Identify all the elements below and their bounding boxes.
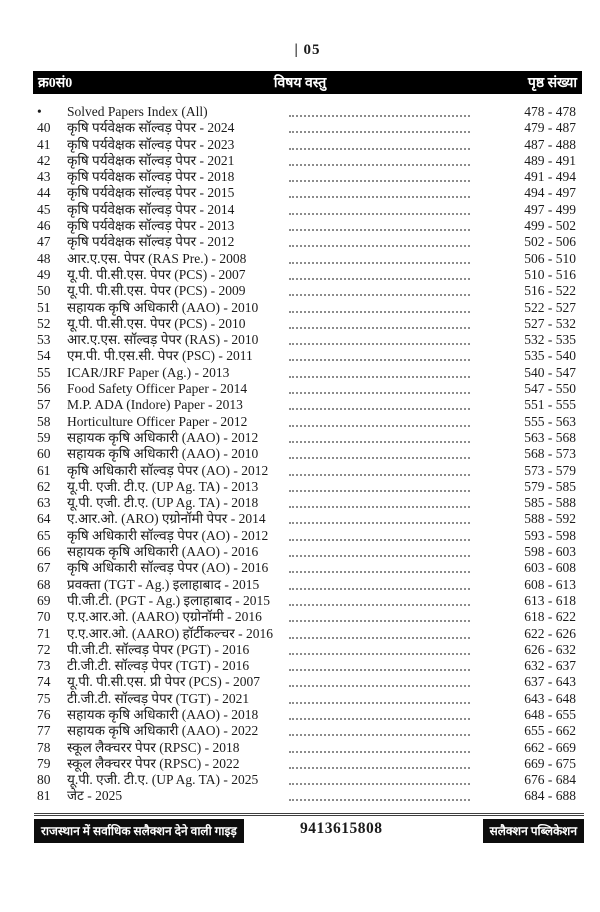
row-title: सहायक कृषि अधिकारी (AAO) - 2016 <box>67 544 259 560</box>
row-title: कृषि अधिकारी सॉल्वड़ पेपर (AO) - 2012 <box>67 527 269 543</box>
table-row <box>0 446 600 462</box>
table-row <box>0 756 600 772</box>
row-title: कृषि पर्यवेक्षक सॉल्वड़ पेपर - 2018 <box>67 169 235 185</box>
dotted-leader <box>289 120 470 133</box>
row-title: कृषि अधिकारी सॉल्वड़ पेपर (AO) - 2012 <box>67 462 269 478</box>
row-serial: 62 <box>37 478 51 494</box>
table-row <box>0 430 600 446</box>
dotted-leader <box>289 577 470 590</box>
row-pages: 637 - 643 <box>524 674 576 690</box>
row-title: यू.पी. एजी. टी.ए. (UP Ag. TA) - 2018 <box>67 495 259 511</box>
row-title: ए.ए.आर.ओ. (AARO) हॉर्टीकल्चर - 2016 <box>67 625 273 641</box>
row-title: कृषि पर्यवेक्षक सॉल्वड़ पेपर - 2014 <box>67 201 235 217</box>
dotted-leader <box>289 332 470 345</box>
row-serial: 66 <box>37 544 51 560</box>
row-title: सहायक कृषि अधिकारी (AAO) - 2018 <box>67 706 259 722</box>
row-pages: 608 - 613 <box>524 576 576 592</box>
dotted-leader <box>289 104 470 117</box>
dotted-leader <box>289 218 470 231</box>
row-serial: 64 <box>37 511 51 527</box>
dotted-leader <box>289 707 470 720</box>
row-serial: 79 <box>37 755 51 771</box>
row-pages: 478 - 478 <box>524 104 576 119</box>
row-serial: 40 <box>37 120 51 136</box>
dotted-leader <box>289 609 470 622</box>
row-title: स्कूल लैक्चरर पेपर (RPSC) - 2022 <box>67 755 240 771</box>
row-serial: 41 <box>37 136 51 152</box>
row-pages: 579 - 585 <box>524 478 576 494</box>
row-pages: 648 - 655 <box>524 706 576 722</box>
row-serial: 56 <box>37 381 51 397</box>
row-title: आर.ए.एस. सॉल्वड़ पेपर (RAS) - 2010 <box>67 332 259 348</box>
dotted-leader <box>289 202 470 215</box>
row-title: सहायक कृषि अधिकारी (AAO) - 2012 <box>67 429 259 445</box>
row-title: आर.ए.एस. पेपर (RAS Pre.) - 2008 <box>67 250 247 266</box>
row-pages: 603 - 608 <box>524 560 576 576</box>
row-title: Solved Papers Index (All) <box>67 104 208 119</box>
row-pages: 489 - 491 <box>524 152 576 168</box>
dotted-leader <box>289 316 470 329</box>
table-row <box>0 153 600 169</box>
table-row <box>0 463 600 479</box>
row-title: ए.आर.ओ. (ARO) एग्रोनॉमी पेपर - 2014 <box>67 511 266 527</box>
row-title: पी.जी.टी. (PGT - Ag.) इलाहाबाद - 2015 <box>67 592 271 608</box>
row-pages: 655 - 662 <box>524 723 576 739</box>
row-title: यू.पी. पी.सी.एस. पेपर (PCS) - 2009 <box>67 283 246 299</box>
dotted-leader <box>289 495 470 508</box>
footer-right-badge: सलैक्शन पब्लिकेशन <box>483 819 584 843</box>
dotted-leader <box>289 756 470 769</box>
dotted-leader <box>289 381 470 394</box>
row-pages: 522 - 527 <box>524 299 576 315</box>
row-title: टी.जी.टी. सॉल्वड़ पेपर (TGT) - 2016 <box>67 658 250 674</box>
dotted-leader <box>289 414 470 427</box>
dotted-leader <box>289 723 470 736</box>
row-serial: 57 <box>37 397 51 413</box>
header-subject-label: विषय वस्तु <box>273 76 327 91</box>
table-row <box>0 528 600 544</box>
row-pages: 598 - 603 <box>524 544 576 560</box>
row-pages: 497 - 499 <box>524 201 576 217</box>
row-pages: 506 - 510 <box>524 250 576 266</box>
row-serial: 47 <box>37 234 51 250</box>
row-serial: 49 <box>37 266 51 282</box>
row-serial: 69 <box>37 592 51 608</box>
toc-rows <box>0 104 600 805</box>
row-serial: 42 <box>37 152 51 168</box>
row-pages: 551 - 555 <box>524 397 576 413</box>
row-title: एम.पी. पी.एस.सी. पेपर (PSC) - 2011 <box>67 348 253 364</box>
dotted-leader <box>289 283 470 296</box>
table-row <box>0 495 600 511</box>
table-row <box>0 202 600 218</box>
row-pages: 626 - 632 <box>524 641 576 657</box>
table-row <box>0 642 600 658</box>
row-title: यू.पी. एजी. टी.ए. (UP Ag. TA) - 2013 <box>67 478 259 494</box>
row-serial: 68 <box>37 576 51 592</box>
row-title: यू.पी. पी.सी.एस. प्री पेपर (PCS) - 2007 <box>67 674 261 690</box>
dotted-leader <box>289 788 470 801</box>
row-title: स्कूल लैक्चरर पेपर (RPSC) - 2018 <box>67 739 240 755</box>
row-serial: 54 <box>37 348 51 364</box>
dotted-leader <box>289 251 470 264</box>
row-serial: 74 <box>37 674 51 690</box>
row-title: प्रवक्ता (TGT - Ag.) इलाहाबाद - 2015 <box>67 576 260 592</box>
row-title: Horticulture Officer Paper - 2012 <box>67 413 248 429</box>
row-pages: 643 - 648 <box>524 690 576 706</box>
table-row <box>0 283 600 299</box>
row-pages: 613 - 618 <box>524 592 576 608</box>
row-title: Food Safety Officer Paper - 2014 <box>67 381 248 397</box>
row-pages: 527 - 532 <box>524 315 576 331</box>
row-serial: 80 <box>37 772 51 788</box>
row-pages: 632 - 637 <box>524 658 576 674</box>
row-serial: 63 <box>37 495 51 511</box>
row-title: कृषि पर्यवेक्षक सॉल्वड़ पेपर - 2015 <box>67 185 235 201</box>
table-row <box>0 234 600 250</box>
row-title: सहायक कृषि अधिकारी (AAO) - 2010 <box>67 299 259 315</box>
table-row <box>0 414 600 430</box>
row-serial: 44 <box>37 185 51 201</box>
row-serial: 61 <box>37 462 51 478</box>
row-title: सहायक कृषि अधिकारी (AAO) - 2022 <box>67 723 259 739</box>
dotted-leader <box>289 593 470 606</box>
row-serial: 78 <box>37 739 51 755</box>
table-row <box>0 332 600 348</box>
table-row <box>0 740 600 756</box>
footer-rule <box>34 813 584 816</box>
dotted-leader <box>289 169 470 182</box>
dotted-leader <box>289 300 470 313</box>
dotted-leader <box>289 691 470 704</box>
row-title: जेट - 2025 <box>67 788 123 804</box>
row-pages: 568 - 573 <box>524 446 576 462</box>
row-title: M.P. ADA (Indore) Paper - 2013 <box>67 397 243 413</box>
table-row <box>0 609 600 625</box>
row-serial: 81 <box>37 788 51 804</box>
row-title: कृषि अधिकारी सॉल्वड़ पेपर (AO) - 2016 <box>67 560 269 576</box>
table-row <box>0 120 600 136</box>
table-row <box>0 397 600 413</box>
row-serial: 59 <box>37 429 51 445</box>
dotted-leader <box>289 430 470 443</box>
table-row <box>0 365 600 381</box>
row-title: यू.पी. पी.सी.एस. पेपर (PCS) - 2010 <box>67 315 246 331</box>
row-title: सहायक कृषि अधिकारी (AAO) - 2010 <box>67 446 259 462</box>
dotted-leader <box>289 365 470 378</box>
row-pages: 684 - 688 <box>524 788 576 804</box>
row-pages: 573 - 579 <box>524 462 576 478</box>
row-pages: 499 - 502 <box>524 218 576 234</box>
row-pages: 494 - 497 <box>524 185 576 201</box>
dotted-leader <box>289 185 470 198</box>
row-pages: 588 - 592 <box>524 511 576 527</box>
row-serial: 45 <box>37 201 51 217</box>
dotted-leader <box>289 642 470 655</box>
toc-header-bar <box>33 71 582 94</box>
row-title: यू.पी. एजी. टी.ए. (UP Ag. TA) - 2025 <box>67 772 259 788</box>
table-row <box>0 772 600 788</box>
dotted-leader <box>289 511 470 524</box>
table-row <box>0 658 600 674</box>
header-serial-label: क्र0सं0 <box>38 76 73 91</box>
table-row <box>0 544 600 560</box>
row-serial: 75 <box>37 690 51 706</box>
row-serial: 52 <box>37 315 51 331</box>
row-title: पी.जी.टी. सॉल्वड़ पेपर (PGT) - 2016 <box>67 641 250 657</box>
table-row <box>0 691 600 707</box>
table-row <box>0 593 600 609</box>
table-row <box>0 300 600 316</box>
dotted-leader <box>289 463 470 476</box>
row-pages: 676 - 684 <box>524 772 576 788</box>
table-row <box>0 137 600 153</box>
table-row <box>0 169 600 185</box>
row-title: कृषि पर्यवेक्षक सॉल्वड़ पेपर - 2021 <box>67 152 235 168</box>
row-pages: 618 - 622 <box>524 609 576 625</box>
dotted-leader <box>289 772 470 785</box>
dotted-leader <box>289 740 470 753</box>
dotted-leader <box>289 153 470 166</box>
row-title: कृषि पर्यवेक्षक सॉल्वड़ पेपर - 2012 <box>67 234 235 250</box>
row-serial: 48 <box>37 250 51 266</box>
table-row <box>0 104 600 120</box>
row-serial: 65 <box>37 527 51 543</box>
table-row <box>0 316 600 332</box>
dotted-leader <box>289 658 470 671</box>
row-pages: 510 - 516 <box>524 266 576 282</box>
row-pages: 585 - 588 <box>524 495 576 511</box>
row-pages: 502 - 506 <box>524 234 576 250</box>
dotted-leader <box>289 137 470 150</box>
row-serial: 77 <box>37 723 51 739</box>
row-pages: 491 - 494 <box>524 169 576 185</box>
table-row <box>0 723 600 739</box>
row-title: कृषि पर्यवेक्षक सॉल्वड़ पेपर - 2013 <box>67 218 235 234</box>
dotted-leader <box>289 674 470 687</box>
row-pages: 487 - 488 <box>524 136 576 152</box>
row-title: ए.ए.आर.ओ. (AARO) एग्रोनॉमी - 2016 <box>67 609 262 625</box>
row-pages: 535 - 540 <box>524 348 576 364</box>
row-serial: 46 <box>37 218 51 234</box>
row-serial: 73 <box>37 658 51 674</box>
table-row <box>0 511 600 527</box>
row-title: यू.पी. पी.सी.एस. पेपर (PCS) - 2007 <box>67 266 246 282</box>
row-serial: 53 <box>37 332 51 348</box>
dotted-leader <box>289 560 470 573</box>
row-pages: 622 - 626 <box>524 625 576 641</box>
row-pages: 593 - 598 <box>524 527 576 543</box>
table-row <box>0 185 600 201</box>
footer-left-badge: राजस्थान में सर्वाधिक सलैक्शन देने वाली गाइड़ <box>34 819 244 843</box>
table-row <box>0 626 600 642</box>
row-serial: 43 <box>37 169 51 185</box>
row-title: कृषि पर्यवेक्षक सॉल्वड़ पेपर - 2023 <box>67 136 235 152</box>
row-serial: 70 <box>37 609 51 625</box>
row-pages: 540 - 547 <box>524 364 576 380</box>
row-serial: 55 <box>37 364 51 380</box>
row-pages: 516 - 522 <box>524 283 576 299</box>
row-pages: 555 - 563 <box>524 413 576 429</box>
row-pages: 662 - 669 <box>524 739 576 755</box>
dotted-leader <box>289 267 470 280</box>
table-row <box>0 707 600 723</box>
row-serial: 60 <box>37 446 51 462</box>
row-serial: 67 <box>37 560 51 576</box>
dotted-leader <box>289 528 470 541</box>
dotted-leader <box>289 348 470 361</box>
row-serial: 51 <box>37 299 51 315</box>
row-pages: 669 - 675 <box>524 755 576 771</box>
row-serial: 50 <box>37 283 51 299</box>
dotted-leader <box>289 626 470 639</box>
table-row <box>0 267 600 283</box>
row-serial: • <box>37 104 42 119</box>
row-serial: 58 <box>37 413 51 429</box>
table-row <box>0 788 600 804</box>
row-pages: 547 - 550 <box>524 381 576 397</box>
table-row <box>0 348 600 364</box>
dotted-leader <box>289 479 470 492</box>
table-row <box>0 577 600 593</box>
footer-phone: 9413615808 <box>300 820 383 837</box>
row-serial: 71 <box>37 625 51 641</box>
table-row <box>0 218 600 234</box>
dotted-leader <box>289 397 470 410</box>
dotted-leader <box>289 446 470 459</box>
row-serial: 72 <box>37 641 51 657</box>
page-number: | 05 <box>294 42 321 58</box>
row-pages: 479 - 487 <box>524 120 576 136</box>
header-pages-label: पृष्ठ संख्या <box>527 76 577 91</box>
row-title: ICAR/JRF Paper (Ag.) - 2013 <box>67 364 230 380</box>
table-row <box>0 381 600 397</box>
row-pages: 532 - 535 <box>524 332 576 348</box>
table-row <box>0 674 600 690</box>
table-row <box>0 251 600 267</box>
table-row <box>0 560 600 576</box>
row-pages: 563 - 568 <box>524 429 576 445</box>
row-title: कृषि पर्यवेक्षक सॉल्वड़ पेपर - 2024 <box>67 120 235 136</box>
row-serial: 76 <box>37 706 51 722</box>
dotted-leader <box>289 544 470 557</box>
row-title: टी.जी.टी. सॉल्वड़ पेपर (TGT) - 2021 <box>67 690 250 706</box>
table-row <box>0 479 600 495</box>
dotted-leader <box>289 234 470 247</box>
